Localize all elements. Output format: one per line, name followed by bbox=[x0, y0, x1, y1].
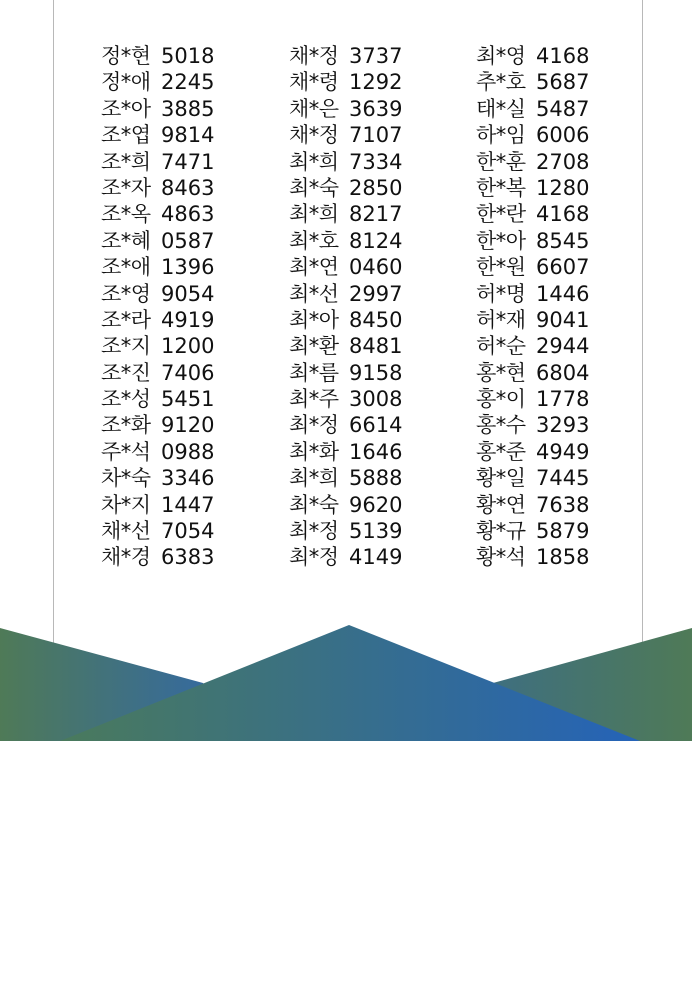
list-item bbox=[289, 386, 402, 412]
name-column-3 bbox=[476, 43, 589, 571]
list-item bbox=[476, 360, 589, 386]
list-item bbox=[101, 149, 214, 175]
entry-name: 황*연 bbox=[476, 492, 526, 517]
entry-code: 2245 bbox=[161, 70, 215, 95]
entry-name: 허*재 bbox=[476, 307, 526, 332]
entry-name: 정*애 bbox=[101, 70, 151, 95]
entry-name: 주*석 bbox=[101, 439, 151, 464]
list-item bbox=[476, 386, 589, 412]
entry-code: 4168 bbox=[536, 44, 590, 68]
list-item bbox=[289, 518, 402, 544]
entry-code: 9120 bbox=[161, 413, 215, 438]
entry-name: 최*호 bbox=[289, 228, 339, 253]
list-item bbox=[476, 439, 589, 465]
name-column-2 bbox=[289, 43, 402, 571]
entry-name: 채*선 bbox=[101, 519, 151, 544]
entry-name: 조*희 bbox=[101, 149, 151, 174]
list-item bbox=[476, 175, 589, 201]
entry-code: 2944 bbox=[536, 334, 590, 359]
entry-name: 채*정 bbox=[289, 123, 339, 148]
entry-code: 2997 bbox=[349, 281, 403, 306]
list-item bbox=[289, 281, 402, 307]
entry-name: 조*화 bbox=[101, 413, 151, 438]
entry-code: 5888 bbox=[349, 466, 403, 491]
list-item bbox=[289, 149, 402, 175]
entry-name: 최*정 bbox=[289, 413, 339, 438]
entry-code: 7445 bbox=[536, 466, 590, 491]
list-item bbox=[289, 439, 402, 465]
list-item bbox=[476, 201, 589, 227]
entry-code: 5018 bbox=[161, 44, 215, 68]
entry-name: 황*규 bbox=[476, 519, 526, 544]
list-item bbox=[289, 69, 402, 95]
entry-name: 차*숙 bbox=[101, 466, 151, 491]
list-item bbox=[101, 360, 214, 386]
entry-code: 5687 bbox=[536, 70, 590, 95]
list-item bbox=[101, 228, 214, 254]
entry-code: 8124 bbox=[349, 228, 403, 253]
entry-name: 최*화 bbox=[289, 439, 339, 464]
entry-name: 차*지 bbox=[101, 492, 151, 517]
list-item bbox=[476, 544, 589, 570]
entry-name: 허*명 bbox=[476, 281, 526, 306]
entry-code: 3885 bbox=[161, 96, 215, 121]
entry-name: 조*영 bbox=[101, 281, 151, 306]
list-item bbox=[289, 360, 402, 386]
entry-name: 조*성 bbox=[101, 387, 151, 412]
list-item bbox=[289, 201, 402, 227]
entry-code: 1446 bbox=[536, 281, 590, 306]
entry-name: 최*숙 bbox=[289, 492, 339, 517]
entry-name: 조*혜 bbox=[101, 228, 151, 253]
list-item bbox=[289, 43, 402, 69]
entry-name: 채*은 bbox=[289, 96, 339, 121]
entry-code: 9620 bbox=[349, 492, 403, 517]
entry-code: 8450 bbox=[349, 307, 403, 332]
entry-name: 최*주 bbox=[289, 387, 339, 412]
list-item bbox=[289, 175, 402, 201]
list-item bbox=[476, 492, 589, 518]
entry-code: 4168 bbox=[536, 202, 590, 227]
list-item bbox=[289, 254, 402, 280]
entry-name: 최*선 bbox=[289, 281, 339, 306]
entry-name: 태*실 bbox=[476, 96, 526, 121]
list-item bbox=[101, 281, 214, 307]
entry-code: 7406 bbox=[161, 360, 215, 385]
entry-code: 7107 bbox=[349, 123, 403, 148]
list-item bbox=[101, 307, 214, 333]
entry-code: 5487 bbox=[536, 96, 590, 121]
entry-name: 황*일 bbox=[476, 466, 526, 491]
entry-code: 0587 bbox=[161, 228, 215, 253]
entry-code: 3293 bbox=[536, 413, 590, 438]
list-item bbox=[476, 254, 589, 280]
entry-name: 최*숙 bbox=[289, 175, 339, 200]
list-item bbox=[289, 544, 402, 570]
entry-name: 허*순 bbox=[476, 334, 526, 359]
list-item bbox=[101, 201, 214, 227]
list-item bbox=[101, 96, 214, 122]
entry-name: 최*름 bbox=[289, 360, 339, 385]
list-item bbox=[476, 96, 589, 122]
entry-code: 7471 bbox=[161, 149, 215, 174]
entry-code: 7054 bbox=[161, 519, 215, 544]
list-item bbox=[101, 254, 214, 280]
entry-code: 1646 bbox=[349, 439, 403, 464]
entry-code: 6614 bbox=[349, 413, 403, 438]
entry-name: 조*애 bbox=[101, 255, 151, 280]
entry-code: 2850 bbox=[349, 175, 403, 200]
entry-name: 채*경 bbox=[101, 545, 151, 570]
entry-name: 홍*이 bbox=[476, 387, 526, 412]
entry-name: 한*복 bbox=[476, 175, 526, 200]
list-item bbox=[476, 465, 589, 491]
entry-code: 2708 bbox=[536, 149, 590, 174]
entry-name: 황*석 bbox=[476, 545, 526, 570]
list-item bbox=[101, 492, 214, 518]
entry-code: 0460 bbox=[349, 255, 403, 280]
entry-name: 조*아 bbox=[101, 96, 151, 121]
entry-name: 최*정 bbox=[289, 545, 339, 570]
entry-code: 9054 bbox=[161, 281, 215, 306]
list-item bbox=[289, 333, 402, 359]
name-column-1 bbox=[101, 43, 214, 571]
entry-code: 5139 bbox=[349, 519, 403, 544]
list-item bbox=[101, 412, 214, 438]
list-item bbox=[101, 122, 214, 148]
entry-code: 6804 bbox=[536, 360, 590, 385]
entry-name: 추*호 bbox=[476, 70, 526, 95]
entry-code: 4949 bbox=[536, 439, 590, 464]
entry-code: 9041 bbox=[536, 307, 590, 332]
entry-name: 최*희 bbox=[289, 202, 339, 227]
entry-code: 6607 bbox=[536, 255, 590, 280]
entry-code: 4149 bbox=[349, 545, 403, 570]
entry-code: 1778 bbox=[536, 387, 590, 412]
list-item bbox=[476, 307, 589, 333]
entry-name: 한*란 bbox=[476, 202, 526, 227]
list-item bbox=[289, 307, 402, 333]
entry-name: 하*임 bbox=[476, 123, 526, 148]
entry-name: 조*진 bbox=[101, 360, 151, 385]
entry-name: 채*정 bbox=[289, 44, 339, 68]
list-item bbox=[101, 518, 214, 544]
entry-name: 최*희 bbox=[289, 466, 339, 491]
entry-name: 조*라 bbox=[101, 307, 151, 332]
entry-name: 최*정 bbox=[289, 519, 339, 544]
entry-name: 정*현 bbox=[101, 44, 151, 68]
entry-code: 3346 bbox=[161, 466, 215, 491]
list-item bbox=[101, 544, 214, 570]
entry-code: 8463 bbox=[161, 175, 215, 200]
entry-code: 6006 bbox=[536, 123, 590, 148]
entry-code: 0988 bbox=[161, 439, 215, 464]
entry-name: 최*영 bbox=[476, 44, 526, 68]
list-item bbox=[289, 96, 402, 122]
list-item bbox=[476, 228, 589, 254]
entry-code: 3737 bbox=[349, 44, 403, 68]
entry-code: 6383 bbox=[161, 545, 215, 570]
list-item bbox=[101, 69, 214, 95]
list-item bbox=[289, 122, 402, 148]
entry-name: 최*연 bbox=[289, 255, 339, 280]
list-item bbox=[476, 412, 589, 438]
list-item bbox=[476, 149, 589, 175]
entry-code: 3639 bbox=[349, 96, 403, 121]
entry-name: 최*희 bbox=[289, 149, 339, 174]
entry-name: 한*훈 bbox=[476, 149, 526, 174]
list-item bbox=[289, 228, 402, 254]
list-item bbox=[289, 412, 402, 438]
list-item bbox=[101, 439, 214, 465]
entry-code: 9814 bbox=[161, 123, 215, 148]
entry-code: 8545 bbox=[536, 228, 590, 253]
entry-name: 조*지 bbox=[101, 334, 151, 359]
entry-name: 홍*수 bbox=[476, 413, 526, 438]
entry-code: 5879 bbox=[536, 519, 590, 544]
entry-code: 1396 bbox=[161, 255, 215, 280]
entry-name: 한*원 bbox=[476, 255, 526, 280]
list-item bbox=[289, 465, 402, 491]
entry-code: 8217 bbox=[349, 202, 403, 227]
list-item bbox=[476, 69, 589, 95]
entry-name: 조*자 bbox=[101, 175, 151, 200]
entry-code: 9158 bbox=[349, 360, 403, 385]
entry-code: 8481 bbox=[349, 334, 403, 359]
entry-code: 1447 bbox=[161, 492, 215, 517]
entry-name: 채*령 bbox=[289, 70, 339, 95]
list-item bbox=[289, 492, 402, 518]
entry-name: 최*아 bbox=[289, 307, 339, 332]
entry-name: 한*아 bbox=[476, 228, 526, 253]
entry-code: 7638 bbox=[536, 492, 590, 517]
list-item bbox=[476, 333, 589, 359]
list-item bbox=[476, 281, 589, 307]
entry-name: 홍*현 bbox=[476, 360, 526, 385]
entry-name: 조*엽 bbox=[101, 123, 151, 148]
list-item bbox=[101, 43, 214, 69]
entry-code: 1858 bbox=[536, 545, 590, 570]
entry-code: 4863 bbox=[161, 202, 215, 227]
entry-code: 5451 bbox=[161, 387, 215, 412]
list-item bbox=[101, 175, 214, 201]
list-item bbox=[476, 43, 589, 69]
list-item bbox=[476, 122, 589, 148]
list-item bbox=[101, 333, 214, 359]
entry-code: 1280 bbox=[536, 175, 590, 200]
list-item bbox=[476, 518, 589, 544]
entry-name: 홍*준 bbox=[476, 439, 526, 464]
entry-code: 3008 bbox=[349, 387, 403, 412]
entry-name: 조*옥 bbox=[101, 202, 151, 227]
list-item bbox=[101, 465, 214, 491]
list-item bbox=[101, 386, 214, 412]
entry-code: 1200 bbox=[161, 334, 215, 359]
entry-code: 4919 bbox=[161, 307, 215, 332]
entry-name: 최*환 bbox=[289, 334, 339, 359]
entry-code: 7334 bbox=[349, 149, 403, 174]
entry-code: 1292 bbox=[349, 70, 403, 95]
